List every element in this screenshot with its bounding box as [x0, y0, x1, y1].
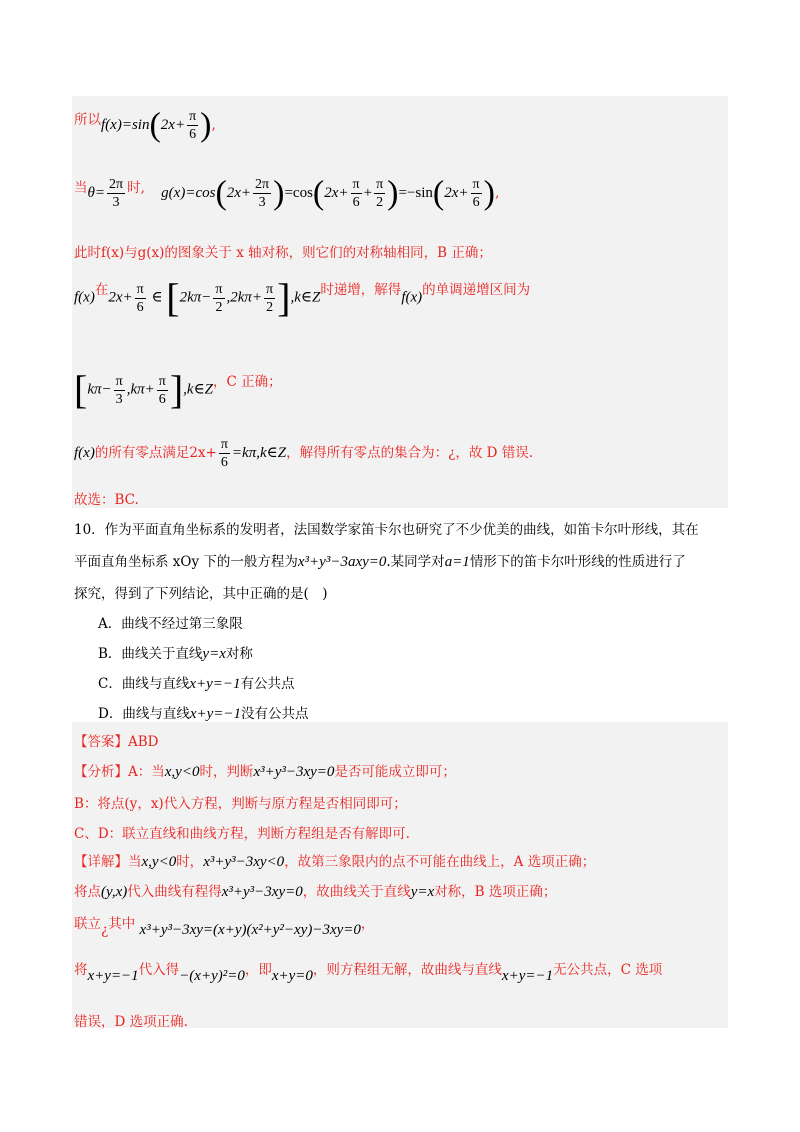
- fraction: $\frac{\pi}{6}$: [189, 109, 197, 142]
- choose-line: 故选：BC.: [74, 492, 139, 508]
- increase-line: f(x)在2x+ $\frac{\pi}{6}$ ∈ [2kπ− $\frac{\pi}{2}$ ,2kπ+ $\frac{\pi}{2}$ ],k∈Z时递增，解得f(x)的单调递增区间为: [74, 275, 531, 320]
- detail-line-4: 将x+y=−1代入得−(x+y)²=0，即x+y=0，则方程组无解，故曲线与直线x+y=−1无公共点，C 选项: [74, 962, 663, 984]
- interval-line: [kπ− $\frac{\pi}{3}$ ,kπ+ $\frac{\pi}{6}$ ],k∈Z，C 正确；: [74, 367, 282, 412]
- option-c: C．曲线与直线x+y=−1有公共点: [98, 676, 295, 692]
- so-line: 所以f(x)=sin(2x+ $\frac{\pi}{6}$ ),: [74, 106, 216, 144]
- answer-line: 【答案】ABD: [74, 734, 159, 750]
- detail-line-1: 【详解】当x,y<0时，x³+y³−3xy<0，故第三象限内的点不可能在曲线上，A 选项正确；: [74, 854, 596, 870]
- option-b: B．曲线关于直线y=x对称: [98, 646, 253, 662]
- question-line-1: 10．作为平面直角坐标系的发明者，法国数学家笛卡尔也研究了不少优美的曲线，如笛卡尔叶形线，其在: [74, 522, 699, 538]
- when-line: 当θ= $\frac{2\pi}{3}$ 时, g(x)=cos(2x+ $\frac{2\pi}{3}$ )=cos(2x+ $\frac{\pi}{6}$ + $\frac{\pi}{2}$ )=−sin(2x+ $\frac{\pi}{6}$ ),: [74, 174, 500, 212]
- question-line-2: 平面直角坐标系 xOy 下的一般方程为x³+y³−3axy=0.某同学对a=1情形下的笛卡尔叶形线的性质进行了: [74, 554, 686, 570]
- detail-line-2: 将点(y,x)代入曲线有程得x³+y³−3xy=0，故曲线关于直线y=x对称，B 选项正确；: [74, 884, 557, 900]
- analysis-line-b: B：将点(y，x)代入方程，判断与原方程是否相同即可；: [74, 796, 407, 812]
- detail-line-3: 联立¿其中 x³+y³−3xy=(x+y)(x²+y²−xy)−3xy=0，: [74, 916, 375, 938]
- question-line-3: 探究，得到了下列结论，其中正确的是( ): [74, 586, 328, 602]
- option-a: A．曲线不经过第三象限: [98, 616, 243, 632]
- symmetry-line: 此时f(x)与g(x)的图象关于 x 轴对称，则它们的对称轴相同，B 正确；: [74, 245, 492, 261]
- zeros-line: f(x)的所有零点满足2x+ $\frac{\pi}{6}$ =kπ,k∈Z，解得所有零点的集合为：¿，故 D 错误.: [74, 437, 534, 470]
- analysis-line-cd: C、D：联立直线和曲线方程，判断方程组是否有解即可.: [74, 826, 410, 842]
- option-d: D．曲线与直线x+y=−1没有公共点: [98, 706, 309, 722]
- detail-line-5: 错误，D 选项正确.: [74, 1014, 188, 1030]
- analysis-line-a: 【分析】A：当x,y<0时，判断x³+y³−3xy=0是否可能成立即可；: [74, 764, 456, 780]
